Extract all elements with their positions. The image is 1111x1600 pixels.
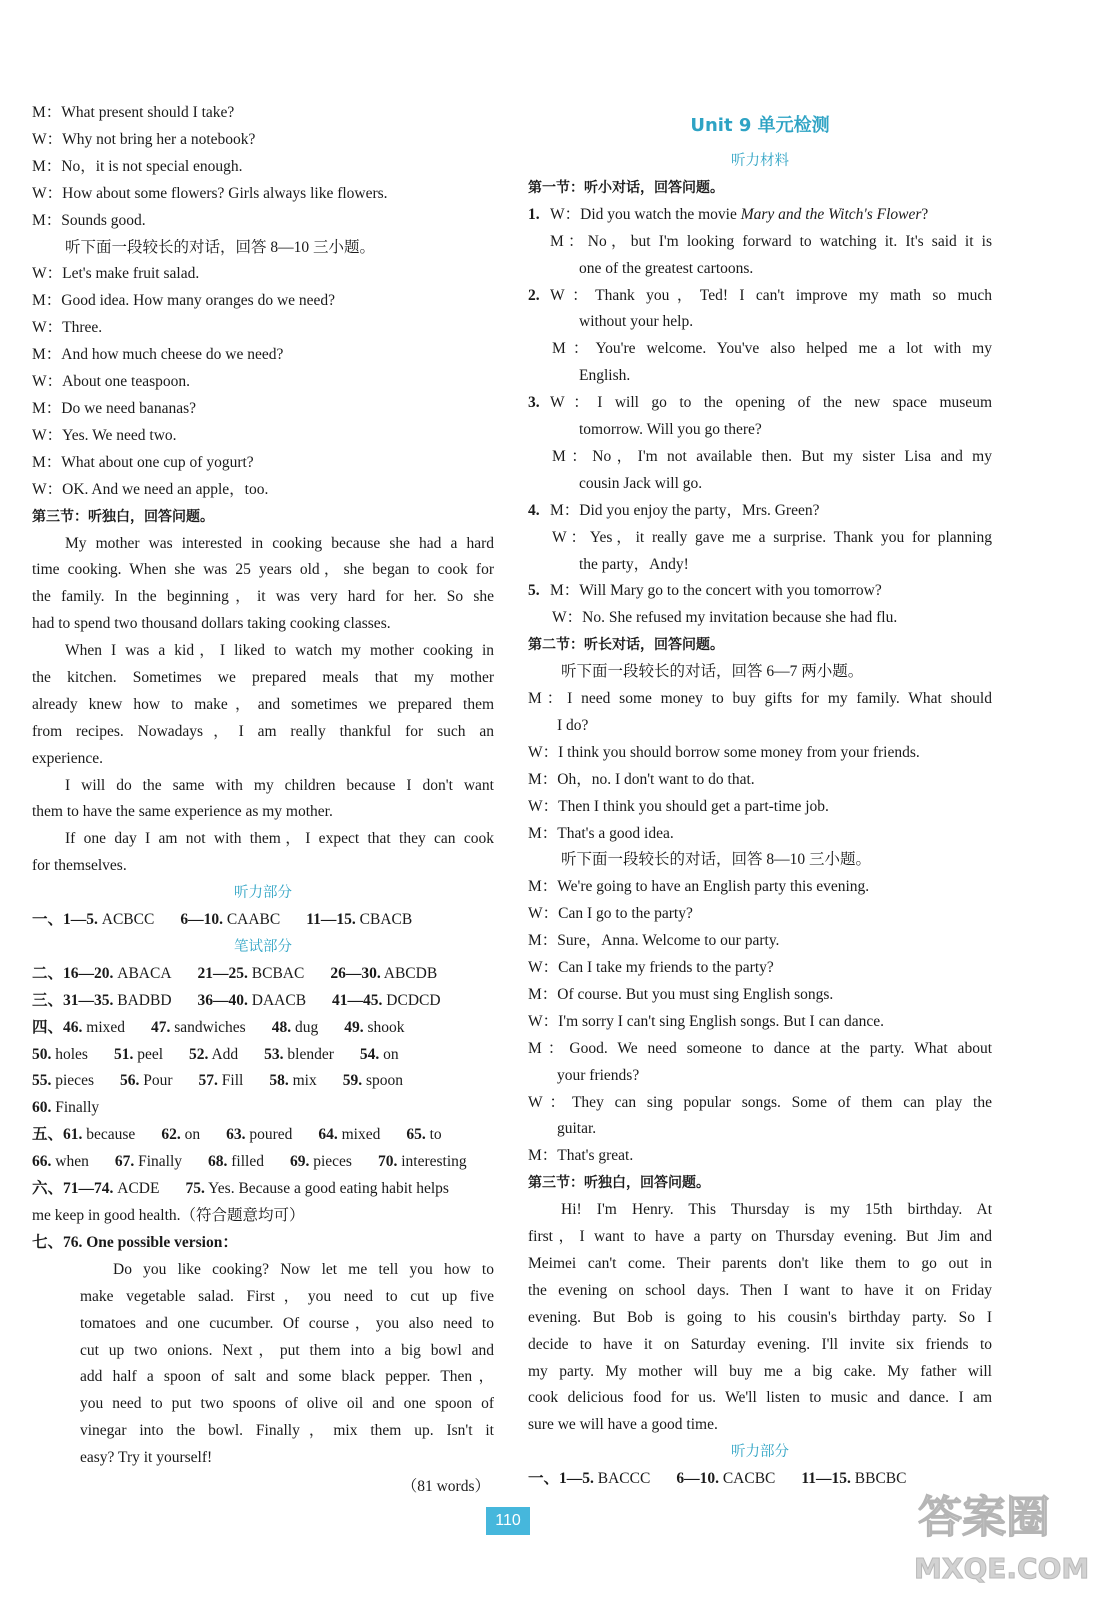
dialogue-7 xyxy=(32,100,494,235)
dialogue-line-cont: I do? xyxy=(557,716,589,734)
sample-essay xyxy=(32,1257,494,1472)
answer-value: ACBCC xyxy=(101,911,155,929)
answers-part-3 xyxy=(32,988,494,1015)
monologue-line: decide to have it on Saturday evening. I'll invite six friends to xyxy=(528,1335,992,1353)
answer-number: 一、1—5. xyxy=(528,1470,594,1488)
monologue-line: had to spend two thousand dollars taking cooking classes. xyxy=(32,615,391,633)
answers-part-5-line xyxy=(32,1149,494,1176)
dialogue-line: M：And how much cheese do we need? xyxy=(32,346,284,364)
monologue-line: If one day I am not with them，I expect that they can cook xyxy=(65,830,494,848)
answer-value: interesting xyxy=(401,1153,467,1171)
question-body xyxy=(550,283,992,391)
section-3-heading: 第三节：听独白，回答问题。 xyxy=(528,1175,710,1192)
answer-value: spoon xyxy=(365,1072,403,1090)
dialogue-line: W：I think you should borrow some money from your friends. xyxy=(528,743,920,761)
dialogue-8-10 xyxy=(528,874,992,1170)
monologue-line: When I was a kid，I liked to watch my mother cooking in xyxy=(65,642,494,660)
answer-number: 49. xyxy=(344,1018,364,1036)
answer-number: 70. xyxy=(377,1153,398,1171)
monologue-line: them to have the same experience as my mother. xyxy=(32,803,333,821)
essay-line: vinegar into the bowl. Finally，mix them up. Isn't it xyxy=(80,1422,494,1440)
listening-material-heading: 听力材料 xyxy=(731,153,789,169)
dialogue-line: M：Will Mary go to the concert with you tomorrow? xyxy=(550,582,882,600)
answer-value: dug xyxy=(294,1018,319,1036)
question-number: 1. xyxy=(528,205,540,223)
dialogue-line: W：I will go to the opening of the new space museum xyxy=(550,394,992,412)
answer-number: 62. xyxy=(161,1126,181,1144)
dialogue-line-cont: the party，Andy! xyxy=(579,555,689,573)
dialogue-line: W：Can I go to the party? xyxy=(528,905,693,923)
question-body xyxy=(550,390,992,498)
dialogue-line: W：OK. And we need an apple，too. xyxy=(32,480,269,498)
monologue xyxy=(528,1197,992,1439)
dialogue-line: M：Oh，no. I don't want to do that. xyxy=(528,770,755,788)
essay-line: make vegetable salad. First，you need to cut up five xyxy=(80,1287,494,1305)
dialogue-line-cont: your friends? xyxy=(557,1066,640,1084)
answer-number: 一、1—5. xyxy=(32,911,98,929)
answer-value: sandwiches xyxy=(174,1018,246,1036)
dialogue-text: W：Did you watch the movie xyxy=(550,205,741,223)
dialogue-6-7 xyxy=(528,686,992,847)
answer-number: 68. xyxy=(208,1153,228,1171)
answer-number: 75. xyxy=(185,1180,205,1198)
right-column xyxy=(528,100,992,1493)
watermark-graphic xyxy=(910,1470,1098,1590)
answer-value: blender xyxy=(287,1045,334,1063)
monologue-line: the evening on school days. Then I want to have it on Friday xyxy=(528,1281,992,1299)
essay-line: tomatoes and one cucumber. Of course，you also need to xyxy=(80,1314,494,1332)
dialogue-line: W：Then I think you should get a part-time job. xyxy=(528,797,829,815)
monologue-line: time cooking. When she was 25 years old，she began to cook for xyxy=(32,561,494,579)
watermark-url: MXQE.COM xyxy=(914,1552,1090,1585)
dialogue-line: M：That's great. xyxy=(528,1147,634,1165)
dialogue-line xyxy=(550,202,992,229)
dialogue-line: W：Let's make fruit salad. xyxy=(32,265,200,283)
answer-number: 56. xyxy=(119,1072,140,1090)
monologue-line: cook delicious food for us. We'll listen to music and dance. I am xyxy=(528,1389,992,1407)
answer-number: 48. xyxy=(271,1018,292,1036)
answer-value: ABACA xyxy=(117,964,172,982)
answer-number: 69. xyxy=(289,1153,310,1171)
answer-value: mixed xyxy=(86,1018,126,1036)
answer-number: 36—40. xyxy=(197,991,248,1009)
monologue-line: evening. But Bob is going to his cousin's birthday party. So I xyxy=(528,1308,992,1326)
dialogue-line: W：No. She refused my invitation because she had flu. xyxy=(552,609,898,627)
question-number: 2. xyxy=(528,286,540,304)
answer-number: 55. xyxy=(32,1072,52,1090)
essay-line: you need to put two spoons of olive oil and one spoon of xyxy=(80,1395,494,1413)
word-count: （81 words） xyxy=(401,1477,490,1495)
answer-value: CBACB xyxy=(359,911,413,929)
answer-value: filled xyxy=(231,1153,264,1171)
dialogue-line: M：We're going to have an English party this evening. xyxy=(528,878,870,896)
answer-number: 11—15. xyxy=(801,1470,851,1488)
answer-number: 67. xyxy=(114,1153,135,1171)
unit-title: Unit 9 单元检测 xyxy=(690,115,830,136)
question-4 xyxy=(528,498,992,579)
essay-line: Do you like cooking? Now let me tell you how to xyxy=(113,1260,494,1278)
answer-value: pieces xyxy=(313,1153,352,1171)
essay-line: cut up two onions. Next，put them into a big bowl and xyxy=(80,1341,494,1359)
monologue-line: the family. In the beginning，it was very hard for her. So she xyxy=(32,588,494,606)
dialogue-line-cont: one of the greatest cartoons. xyxy=(579,259,754,277)
dialogue-line-cont: without your help. xyxy=(579,313,694,331)
answers-part-5-line xyxy=(32,1122,494,1149)
answer-value: Pour xyxy=(143,1072,173,1090)
answers-part-1 xyxy=(32,907,494,934)
dialogue-line: M：Do we need bananas? xyxy=(32,399,196,417)
answer-value: peel xyxy=(137,1045,164,1063)
answers-part-4-line xyxy=(32,1015,494,1042)
dialogue-line-cont: guitar. xyxy=(557,1120,597,1138)
dialogue-line: M：Good. We need someone to dance at the party. What about xyxy=(528,1039,992,1057)
dialogue-line: M：What about one cup of yogurt? xyxy=(32,453,254,471)
answer-value: ACDE xyxy=(117,1180,160,1198)
monologue-line: Hi! I'm Henry. This Thursday is my 15th birthday. At xyxy=(561,1201,992,1219)
watermark-text: 答案圈 xyxy=(918,1492,1050,1543)
answers-part-6-cont: me keep in good health.（符合题意均可） xyxy=(32,1207,305,1225)
dialogue-line: M：That's a good idea. xyxy=(528,824,674,842)
movie-title: Mary and the Witch's Flower xyxy=(740,205,922,223)
answer-number: 53. xyxy=(264,1045,284,1063)
answers-part-4-line xyxy=(32,1042,494,1069)
question-3 xyxy=(528,390,992,498)
monologue-line: experience. xyxy=(32,749,103,767)
answer-value: pieces xyxy=(55,1072,94,1090)
answer-number: 四、46. xyxy=(32,1018,83,1036)
listening-part-heading: 听力部分 xyxy=(234,885,292,902)
answer-number: 11—15. xyxy=(306,911,356,929)
question-2 xyxy=(528,283,992,391)
answer-value: ABCDB xyxy=(383,964,438,982)
dialogue-line: M：Sure，Anna. Welcome to our party. xyxy=(528,932,780,950)
dialogue-line: W：Thank you，Ted! I can't improve my math so much xyxy=(550,286,992,304)
answer-number: 59. xyxy=(342,1072,363,1090)
dialogue-line: M：Good idea. How many oranges do we need? xyxy=(32,292,336,310)
monologue-line: my party. My mother will buy me a big cake. My father will xyxy=(528,1362,992,1380)
answer-number: 58. xyxy=(269,1072,289,1090)
answer-number: 57. xyxy=(198,1072,218,1090)
answer-value: Yes. Because a good eating habit helps xyxy=(208,1180,449,1198)
answer-number: 二、16—20. xyxy=(32,964,114,982)
answers-part-4-line xyxy=(32,1095,494,1122)
watermark-logo xyxy=(910,1470,1098,1590)
dialogue-line: M：What present should I take? xyxy=(32,104,235,121)
dialogue-line: W：Can I take my friends to the party? xyxy=(528,959,774,977)
answer-number: 6—10. xyxy=(676,1470,719,1488)
page-number: 110 xyxy=(486,1507,530,1535)
answer-value: CAABC xyxy=(226,911,281,929)
monologue-line: first，I want to have a party on Thursday evening. But Jim and xyxy=(528,1228,992,1246)
dialogue-line: M：Of course. But you must sing English songs. xyxy=(528,985,834,1003)
dialogue-line: W：Three. xyxy=(32,319,103,337)
answer-value: to xyxy=(429,1126,442,1144)
monologue-line: from recipes. Nowadays，I am really thankful for such an xyxy=(32,722,494,740)
short-dialogues xyxy=(528,283,992,633)
monologue xyxy=(32,531,494,881)
left-column xyxy=(32,100,494,1501)
answer-value: mix xyxy=(292,1072,317,1090)
answer-number: 64. xyxy=(318,1126,338,1144)
section-2-heading: 第二节：听长对话，回答问题。 xyxy=(528,637,724,654)
dialogue-line: W：How about some flowers? Girls always like flowers. xyxy=(32,184,388,202)
answer-number: 五、61. xyxy=(32,1126,83,1144)
answers-part-6 xyxy=(32,1176,494,1203)
monologue-line: already knew how to make，and sometimes we prepared them xyxy=(32,695,494,713)
answer-value: BADBD xyxy=(117,991,172,1009)
answer-value: BCBAC xyxy=(251,964,305,982)
answer-value: BACCC xyxy=(597,1470,651,1488)
answer-number: 三、31—35. xyxy=(32,991,114,1009)
instruction-8-10: 听下面一段较长的对话，回答 8—10 三小题。 xyxy=(65,238,376,256)
dialogue-line: W：Why not bring her a notebook? xyxy=(32,130,256,148)
answer-number: 26—30. xyxy=(330,964,381,982)
answer-number: 六、71—74. xyxy=(32,1180,114,1198)
monologue-line: Meimei can't come. Their parents don't like them to go out in xyxy=(528,1254,992,1272)
answer-value: BBCBC xyxy=(854,1470,907,1488)
dialogue-text: ? xyxy=(921,205,929,223)
answer-value: Finally xyxy=(138,1153,182,1171)
answer-number: 51. xyxy=(113,1045,134,1063)
answer-value: on xyxy=(184,1126,201,1144)
answer-number: 52. xyxy=(189,1045,209,1063)
essay-line: easy? Try it yourself! xyxy=(80,1449,213,1467)
answer-value: shook xyxy=(367,1018,405,1036)
question-5 xyxy=(528,578,992,632)
monologue-line: sure we will have a good time. xyxy=(528,1416,718,1434)
monologue-line: for themselves. xyxy=(32,857,127,875)
monologue-line: the kitchen. Sometimes we prepared meals that my mother xyxy=(32,668,494,686)
dialogue-line-cont: cousin Jack will go. xyxy=(579,474,703,492)
writing-heading: 七、76. One possible version： xyxy=(32,1233,238,1251)
answers-part-2 xyxy=(32,961,494,988)
answer-value: Fill xyxy=(221,1072,244,1090)
instruction-8-10: 听下面一段较长的对话，回答 8—10 三小题。 xyxy=(561,851,872,869)
written-part-heading: 笔试部分 xyxy=(234,938,292,955)
question-1 xyxy=(528,202,992,283)
answer-value: Finally xyxy=(55,1099,100,1117)
dialogue-line: W：Yes. We need two. xyxy=(32,426,177,444)
answer-number: 54. xyxy=(359,1045,380,1063)
dialogue-line: M：Sounds good. xyxy=(32,211,146,229)
answer-value: DCDCD xyxy=(386,991,441,1009)
dialogue-line: M：No，it is not special enough. xyxy=(32,157,243,175)
dialogue-line: M：No，I'm not available then. But my sister Lisa and my xyxy=(552,447,992,465)
listening-part-heading: 听力部分 xyxy=(731,1444,789,1461)
instruction-6-7: 听下面一段较长的对话，回答 6—7 两小题。 xyxy=(561,663,864,681)
answer-number: 41—45. xyxy=(332,991,383,1009)
dialogue-line: W：I'm sorry I can't sing English songs. But I can dance. xyxy=(528,1012,884,1030)
answer-value: CACBC xyxy=(722,1470,776,1488)
question-number: 5. xyxy=(528,582,540,600)
monologue-line: My mother was interested in cooking because she had a hard xyxy=(65,534,494,552)
dialogue-line: W：They can sing popular songs. Some of them can play the xyxy=(528,1093,992,1111)
answer-value: DAACB xyxy=(251,991,307,1009)
answer-value: mixed xyxy=(341,1126,381,1144)
dialogue-line: W：About one teaspoon. xyxy=(32,373,190,391)
answer-value: because xyxy=(86,1126,136,1144)
answer-value: poured xyxy=(249,1126,293,1144)
question-number: 3. xyxy=(528,394,540,412)
dialogue-line-cont: tomorrow. Will you go there? xyxy=(579,421,762,438)
question-body xyxy=(550,578,992,632)
answer-number: 6—10. xyxy=(180,911,223,929)
answer-value: when xyxy=(55,1153,89,1171)
answer-value: Add xyxy=(211,1045,239,1063)
answers-part-4-line xyxy=(32,1068,494,1095)
dialogue-line: M：No，but I'm looking forward to watching it. It's said it is xyxy=(550,232,992,250)
dialogue-line: M：You're welcome. You've also helped me a lot with my xyxy=(552,340,992,358)
answer-value: holes xyxy=(55,1045,88,1063)
question-body xyxy=(550,498,992,579)
answer-number: 66. xyxy=(32,1153,52,1171)
answer-number: 65. xyxy=(406,1126,426,1144)
dialogue-line: M：Did you enjoy the party，Mrs. Green? xyxy=(550,501,820,519)
answer-number: 47. xyxy=(151,1018,171,1036)
answer-number: 63. xyxy=(226,1126,246,1144)
answer-number: 60. xyxy=(32,1099,52,1117)
section-1-heading: 第一节：听小对话，回答问题。 xyxy=(528,179,724,196)
dialogue-8-10 xyxy=(32,261,494,503)
question-number: 4. xyxy=(528,501,540,519)
answer-value: on xyxy=(383,1045,399,1063)
answer-number: 50. xyxy=(32,1045,52,1063)
dialogue-line: W：Yes，it really gave me a surprise. Thank you for planning xyxy=(552,528,992,546)
essay-line: add half a spoon of salt and some black pepper. Then， xyxy=(80,1368,494,1386)
answer-number: 21—25. xyxy=(197,964,248,982)
monologue-line: I will do the same with my children because I don't want xyxy=(65,776,494,794)
dialogue-line-cont: English. xyxy=(579,367,631,385)
section-3-heading: 第三节：听独白，回答问题。 xyxy=(32,508,214,525)
dialogue-line: M：I need some money to buy gifts for my family. What should xyxy=(528,690,992,708)
